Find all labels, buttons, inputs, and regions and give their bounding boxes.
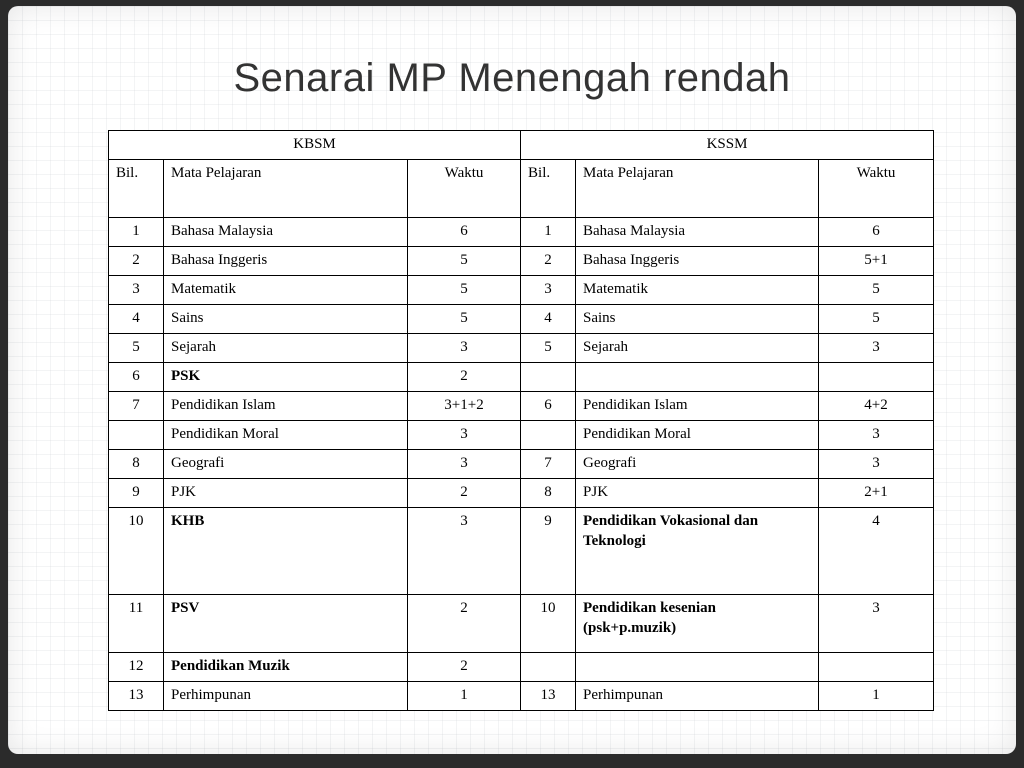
kssm-number-cell [521,421,576,450]
slide-title: Senarai MP Menengah rendah [233,56,791,100]
kbsm-time-cell: 6 [408,218,521,247]
kbsm-number-cell: 3 [109,276,164,305]
kssm-time-cell [819,653,934,682]
kbsm-subject-cell: Sejarah [164,334,408,363]
kbsm-time-cell: 5 [408,305,521,334]
group-header-kbsm: KBSM [109,131,521,160]
table-row [109,305,934,334]
kssm-subject-cell: Bahasa Malaysia [576,218,819,247]
kbsm-subject-cell: Bahasa Malaysia [164,218,408,247]
group-header-kssm: KSSM [521,131,934,160]
subject-table [108,130,934,711]
group-header-row [109,131,934,160]
kssm-time-cell: 5 [819,276,934,305]
kbsm-number-cell: 2 [109,247,164,276]
kbsm-subject-cell: Sains [164,305,408,334]
kbsm-number-cell: 12 [109,653,164,682]
kssm-subject-cell: Pendidikan Moral [576,421,819,450]
kbsm-number-cell: 6 [109,363,164,392]
kssm-time-cell: 4 [819,508,934,595]
kssm-number-cell: 13 [521,682,576,711]
column-header-kbsm-subject: Mata Pelajaran [164,160,408,218]
kssm-time-cell: 3 [819,450,934,479]
kssm-number-cell: 5 [521,334,576,363]
kbsm-number-cell: 13 [109,682,164,711]
kssm-time-cell: 4+2 [819,392,934,421]
kssm-number-cell: 3 [521,276,576,305]
kssm-subject-cell: Pendidikan Vokasional dan Teknologi [576,508,819,595]
kssm-time-cell: 6 [819,218,934,247]
kbsm-number-cell: 10 [109,508,164,595]
table-row [109,653,934,682]
kssm-number-cell: 10 [521,595,576,653]
table-row [109,479,934,508]
kbsm-number-cell: 1 [109,218,164,247]
kbsm-time-cell: 2 [408,363,521,392]
table-row [109,392,934,421]
kssm-subject-cell: Geografi [576,450,819,479]
column-header-kbsm-bil: Bil. [109,160,164,218]
kssm-subject-cell [576,363,819,392]
kssm-number-cell: 4 [521,305,576,334]
kssm-time-cell [819,363,934,392]
kssm-subject-cell: PJK [576,479,819,508]
kssm-time-cell: 3 [819,595,934,653]
kssm-number-cell: 9 [521,508,576,595]
kssm-subject-cell: Sains [576,305,819,334]
table-row [109,421,934,450]
kbsm-number-cell: 7 [109,392,164,421]
table-row [109,334,934,363]
kssm-subject-cell: Pendidikan Islam [576,392,819,421]
column-header-kssm-subject: Mata Pelajaran [576,160,819,218]
kssm-number-cell: 1 [521,218,576,247]
kbsm-subject-cell: Geografi [164,450,408,479]
kbsm-number-cell: 4 [109,305,164,334]
kssm-number-cell [521,363,576,392]
kbsm-number-cell: 5 [109,334,164,363]
kssm-subject-cell: Matematik [576,276,819,305]
kbsm-subject-cell: KHB [164,508,408,595]
kbsm-time-cell: 3+1+2 [408,392,521,421]
column-header-kbsm-time: Waktu [408,160,521,218]
kbsm-subject-cell: PSK [164,363,408,392]
table-row [109,450,934,479]
table-row [109,363,934,392]
table-row [109,218,934,247]
table-row [109,682,934,711]
kbsm-time-cell: 3 [408,421,521,450]
kbsm-subject-cell: Bahasa Inggeris [164,247,408,276]
column-header-kssm-bil: Bil. [521,160,576,218]
kbsm-time-cell: 3 [408,450,521,479]
kssm-subject-cell: Bahasa Inggeris [576,247,819,276]
kbsm-subject-cell: Pendidikan Islam [164,392,408,421]
kssm-time-cell: 3 [819,421,934,450]
kssm-time-cell: 1 [819,682,934,711]
kssm-number-cell: 6 [521,392,576,421]
kssm-time-cell: 5 [819,305,934,334]
kbsm-subject-cell: Perhimpunan [164,682,408,711]
kbsm-time-cell: 2 [408,595,521,653]
kssm-number-cell: 2 [521,247,576,276]
kssm-subject-cell: Sejarah [576,334,819,363]
kssm-time-cell: 2+1 [819,479,934,508]
kbsm-time-cell: 3 [408,334,521,363]
kbsm-subject-cell: Pendidikan Moral [164,421,408,450]
kssm-number-cell: 8 [521,479,576,508]
kssm-time-cell: 5+1 [819,247,934,276]
column-header-kssm-time: Waktu [819,160,934,218]
kbsm-time-cell: 3 [408,508,521,595]
kbsm-number-cell: 9 [109,479,164,508]
kssm-subject-cell [576,653,819,682]
column-header-row [109,160,934,218]
kbsm-time-cell: 2 [408,653,521,682]
kbsm-time-cell: 5 [408,276,521,305]
kbsm-subject-cell: PJK [164,479,408,508]
table-row [109,247,934,276]
table-row [109,595,934,653]
table-row [109,276,934,305]
kbsm-number-cell: 11 [109,595,164,653]
kbsm-number-cell: 8 [109,450,164,479]
kbsm-number-cell [109,421,164,450]
kssm-number-cell: 7 [521,450,576,479]
kssm-number-cell [521,653,576,682]
kssm-subject-cell: Pendidikan kesenian (psk+p.muzik) [576,595,819,653]
table-row [109,508,934,595]
kssm-time-cell: 3 [819,334,934,363]
kssm-subject-cell: Perhimpunan [576,682,819,711]
kbsm-time-cell: 2 [408,479,521,508]
kbsm-subject-cell: Matematik [164,276,408,305]
kbsm-subject-cell: PSV [164,595,408,653]
kbsm-subject-cell: Pendidikan Muzik [164,653,408,682]
kbsm-time-cell: 1 [408,682,521,711]
kbsm-time-cell: 5 [408,247,521,276]
